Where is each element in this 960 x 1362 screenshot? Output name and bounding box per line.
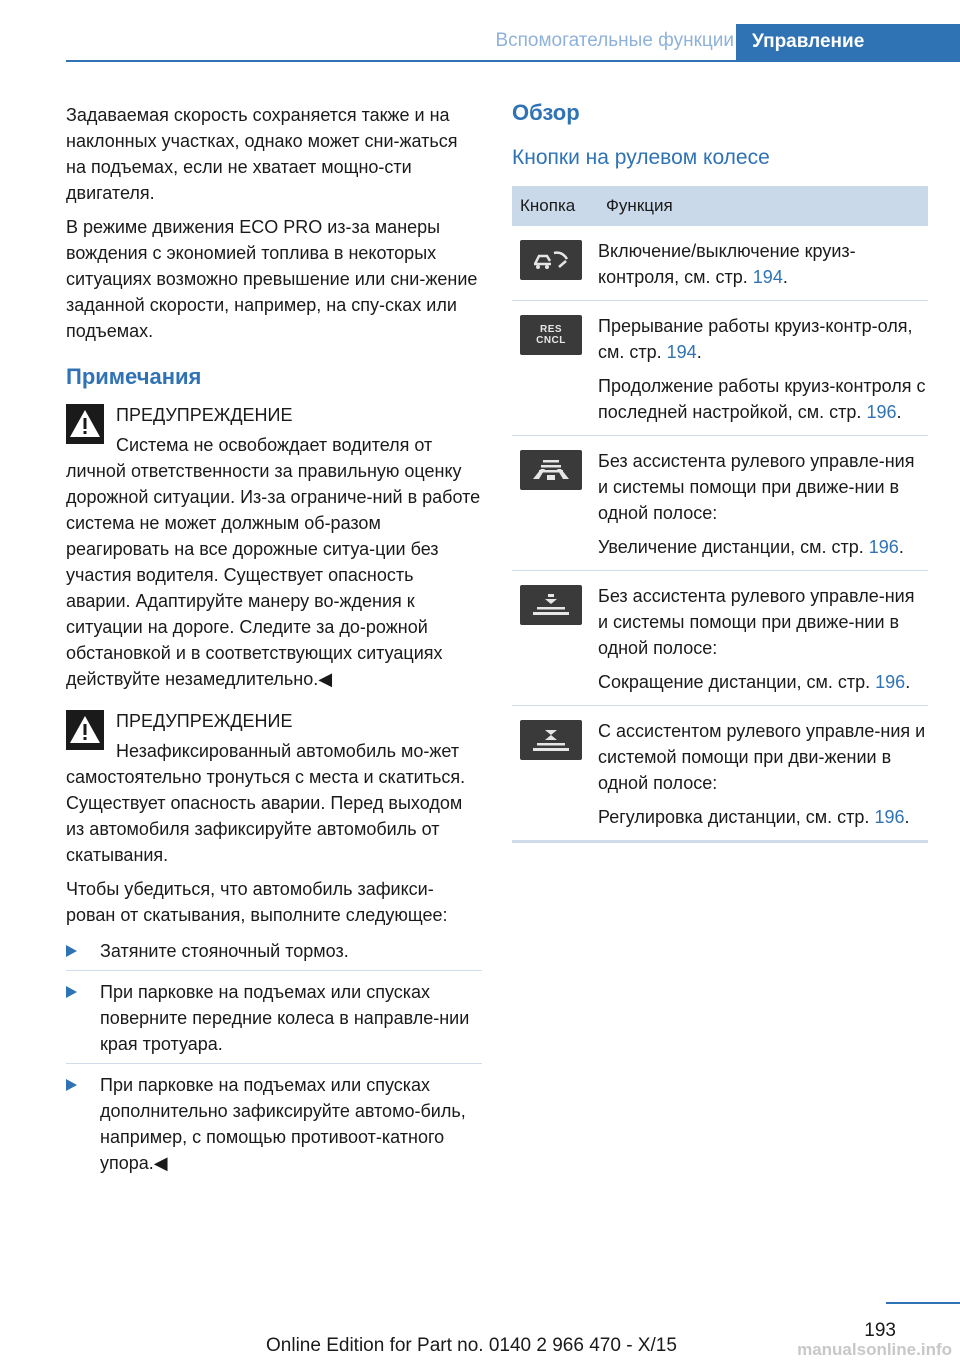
notes-heading: Примечания	[66, 364, 202, 389]
warning-heading: ПРЕДУПРЕЖДЕНИЕ	[116, 405, 293, 425]
steering-buttons-subheading: Кнопки на рулевом колесе	[512, 146, 770, 169]
header-rule	[66, 60, 960, 62]
page-number: 193	[864, 1320, 896, 1341]
watermark: manualsonline.info	[797, 1340, 952, 1359]
distance-decrease-icon	[520, 585, 582, 625]
page-link[interactable]: 196	[866, 402, 897, 422]
table-row: Включение/выключение круиз-контроля, см. стр. 194.	[512, 226, 928, 301]
page-link[interactable]: 196	[874, 807, 905, 827]
warning-heading: ПРЕДУПРЕЖДЕНИЕ	[116, 711, 293, 731]
buttons-table	[512, 186, 928, 843]
header-chapter-tab: Управление	[736, 24, 960, 62]
distance-increase-icon	[520, 450, 582, 490]
page-link[interactable]: 196	[875, 672, 906, 692]
column-header-button: Кнопка	[512, 186, 598, 226]
list-item: При парковке на подъемах или спусках поверните передние колеса в направле-нии края тротуара.	[66, 979, 482, 1064]
cruise-on-off-icon	[520, 240, 582, 280]
page-link[interactable]: 194	[752, 267, 783, 287]
warning-block-1	[66, 402, 482, 692]
page-link[interactable]: 196	[868, 537, 899, 557]
bullet-triangle-icon	[66, 1079, 77, 1091]
warning-block-2	[66, 708, 482, 868]
overview-heading: Обзор	[512, 100, 580, 125]
right-column	[512, 100, 928, 843]
paragraph-eco-pro: В режиме движения ECO PRO из-за манеры вождения с экономией топлива в некоторых ситуациях возможно превышение или сни-жение заданной скорости, например, на спу-сках или подъемах.	[66, 217, 478, 341]
table-header-row	[512, 186, 928, 226]
header-section: Вспомогательные функции	[495, 30, 734, 51]
column-header-function: Функция	[598, 186, 928, 226]
res-cncl-icon: RES CNCL	[520, 315, 582, 355]
warning-text: Система не освобождает водителя от личной ответственности за правильную оценку дорожной ситуации. Из-за ограниче-ний в работе система не может должным об-разом реагировать на все дорожные ситуа-ции без участия водителя. Существует опасность аварии. Адаптируйте манеру во-ждения к ситуации на дороге. Следите за до-рожной обстановкой и в соответствующих ситуациях действуйте незамедлительно.◀	[66, 435, 481, 689]
list-item: Затяните стояночный тормоз.	[66, 938, 482, 971]
table-row: RES CNCL Прерывание работы круиз-контр-оля, см. стр. 194. Продолжение работы круиз-контроля с последней настройкой, см. стр. 196.	[512, 301, 928, 436]
page-link[interactable]: 194	[666, 342, 697, 362]
distance-adjust-icon	[520, 720, 582, 760]
steps-list	[66, 938, 482, 1182]
table-row: Без ассистента рулевого управле-ния и системы помощи при движе-нии в одной полосе: Сокращение дистанции, см. стр. 196.	[512, 571, 928, 706]
bullet-triangle-icon	[66, 945, 77, 957]
table-row: С ассистентом рулевого управле-ния и системой помощи при дви-жении в одной полосе: Регулировка дистанции, см. стр. 196.	[512, 706, 928, 842]
paragraph-speed-slopes: Задаваемая скорость сохраняется также и на наклонных участках, однако может сни-жаться на подъемах, если не хватает мощно-сти двигателя.	[66, 105, 458, 203]
page-header	[0, 0, 960, 62]
table-row: Без ассистента рулевого управле-ния и системы помощи при движе-нии в одной полосе: Увеличение дистанции, см. стр. 196.	[512, 436, 928, 571]
edition-info: Online Edition for Part no. 0140 2 966 470 - X/15	[266, 1335, 677, 1356]
warning-text: Незафиксированный автомобиль мо-жет самостоятельно тронуться с места и скатиться. Существует опасность аварии. Перед выходом из автомобиля зафиксируйте автомобиль от скатывания.	[66, 741, 466, 865]
warning-triangle-icon	[66, 404, 104, 444]
list-item: При парковке на подъемах или спусках дополнительно зафиксируйте автомо-биль, например, с помощью противоот-катного упора.◀	[66, 1072, 482, 1182]
bullet-triangle-icon	[66, 986, 77, 998]
left-column	[66, 102, 482, 1190]
paragraph-rollaway-check: Чтобы убедиться, что автомобиль зафикси-рован от скатывания, выполните следующее:	[66, 879, 448, 925]
footer-rule	[886, 1302, 960, 1304]
warning-triangle-icon	[66, 710, 104, 750]
